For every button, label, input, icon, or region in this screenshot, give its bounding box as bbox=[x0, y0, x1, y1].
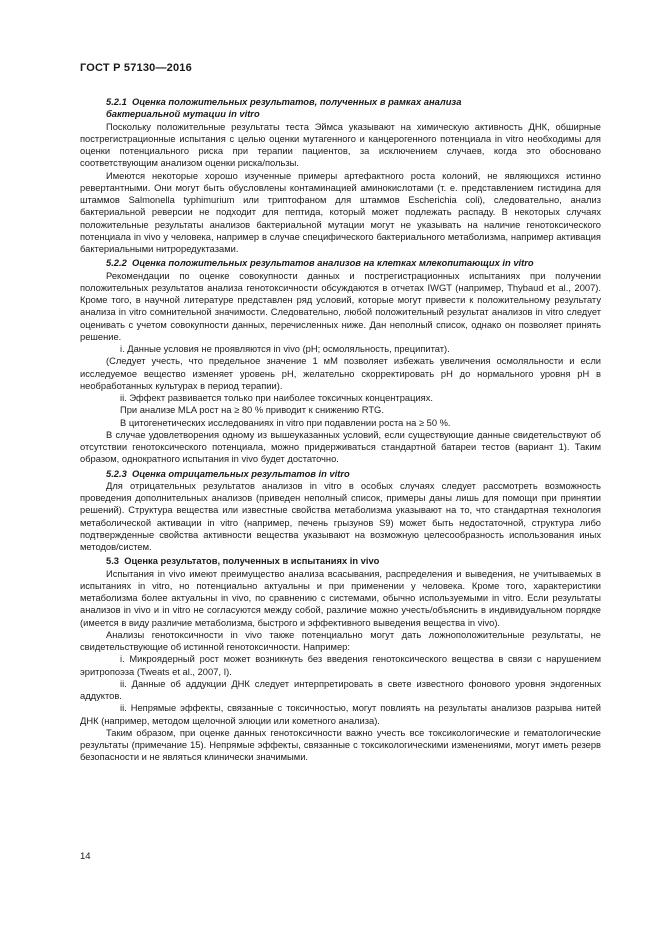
paragraph: (Следует учесть, что предельное значение 1 мМ позволяет избежать увеличения осмоляльности и если исследуемое вещество изменяет уровень pH, желательно скорректировать pH до нормального уровня pH в необработанных культурах в период терапии). bbox=[80, 356, 601, 391]
standard-header: ГОСТ Р 57130—2016 bbox=[80, 62, 192, 74]
list-item: i. Микроядерный рост может возникнуть без введения генотоксического вещества в связи с нарушением эритропоэза (Tweats et al., 2007, I). bbox=[80, 654, 601, 677]
paragraph: Поскольку положительные результаты теста Эймса указывают на химическую активность ДНК, обширные пострегистрационные испытания с целью оценки мутагенного и канцерогенного потенциала in vitro необходимы для оценки потенциального риска при терапии пациентов, за исключением случаев, когда это обосновано соответствующим анализом оценки риска/пользы. bbox=[80, 121, 601, 169]
paragraph: Испытания in vivo имеют преимущество анализа всасывания, распределения и выведения, не учитываемых в испытаниях in vitro, но потенциально актуальны и при применении у человека. Кроме того, характеристики метаболизма более актуальны in vivo, по сравнению с системами, обычно используемыми in vitro. Если результаты анализов in vivo и in vitro не согласуются между собой, различие можно учесть/объяснить в индивидуальном порядке (имеется в виду различие метаболизма, быстрого и эффективного выведения вещества in vivo). bbox=[80, 568, 601, 628]
paragraph: Имеются некоторые хорошо изученные примеры артефактного роста колоний, не являющихся истинно ревертантными. Они могут быть обусловлены контаминацией аминокислотами (т. е. представлением гистидина для штаммов Salmonella typhimurium или триптофаном для штаммов Escherichia coli), следовательно, анализ бактериальной реверсии не подходит для пептида, который может подлежать распаду. В некоторых случаях положительные результаты анализов бактериальной мутации могут не указывать на наличие генотоксического потенциала in vivo у человека, например в случае специфического бактериального метаболизма, например активация бактериальными нитроредуктазами. bbox=[80, 170, 601, 254]
list-item: В цитогенетических исследованиях in vitro при подавлении роста на ≥ 50 %. bbox=[120, 417, 451, 428]
section-number: 5.2.2 bbox=[106, 258, 127, 269]
list-item: При анализе MLA рост на ≥ 80 % приводит к снижению RTG. bbox=[120, 405, 384, 416]
section-title: Оценка результатов, полученных в испытаниях in vivo bbox=[124, 556, 380, 567]
paragraph: Анализы генотоксичности in vivo также потенциально могут дать ложноположительные результаты, не свидетельствующие об истинной генотоксичности. Например: bbox=[80, 629, 601, 652]
section-number: 5.3 bbox=[106, 556, 119, 567]
section-5-2-1-heading bbox=[80, 96, 601, 108]
list-item: ii. Эффект развивается только при наиболее токсичных концентрациях. bbox=[120, 393, 433, 403]
section-title: Оценка положительных результатов, полученных в рамках анализа bbox=[132, 97, 462, 107]
section-5-2-3-heading bbox=[80, 468, 601, 480]
section-number: 5.2.3 bbox=[106, 468, 127, 479]
section-title: Оценка положительных результатов анализов на клетках млекопитающих in vitro bbox=[132, 258, 534, 269]
section-5-3-heading bbox=[80, 555, 601, 567]
list-item: i. Данные условия не проявляются in vivo (pH; осмоляльность, преципитат). bbox=[120, 344, 450, 354]
list-item: ii. Непрямые эффекты, связанные с токсичностью, могут повлиять на результаты анализов разрыва нитей ДНК (например, методом щелочной элюции или кометного анализа). bbox=[80, 703, 601, 726]
page-number: 14 bbox=[80, 851, 91, 862]
section-5-2-1-heading-cont: бактериальной мутации in vitro bbox=[106, 109, 260, 120]
paragraph: Таким образом, при оценке данных генотоксичности важно учесть все токсикологические и гематологические результаты (примечание 15). Непрямые эффекты, связанные с токсикологическими изменениями, могут иметь резерв безопасности и не являться клинически значимыми. bbox=[80, 727, 601, 763]
page-content bbox=[80, 96, 601, 764]
list-item: ii. Данные об аддукции ДНК следует интерпретировать в свете известного фонового уровня эндогенных аддуктов. bbox=[80, 678, 601, 701]
section-5-2-2-heading bbox=[80, 257, 601, 269]
paragraph: Для отрицательных результатов анализов in vitro в особых случаях следует рассмотреть возможность проведения дополнительных анализов (приведен неполный список, примеры даны лишь для помощи при принятии решений). Структура вещества или известные свойства метаболизма указывают на то, что стандартная технология метаболической активации in vitro (например, печень грызунов S9) может быть недостаточной, структура либо подтвержденные свойства активности вещества указывают на возможную целесообразность использования иных методов/систем. bbox=[80, 480, 601, 552]
paragraph: Рекомендации по оценке совокупности данных и пострегистрационных испытаниях при получении положительных результатов анализа генотоксичности обсуждаются в отчетах IWGT (например, Thybaud et al., 2007). Кроме того, в научной литературе представлен ряд условий, которые могут привести к положительному результату анализа in vitro сомнительной значимости. Следовательно, любой положительный результат анализов in vitro следует оценивать с учетом совокупности данных, перечисленных ниже. Дан неполный список, однако он позволяет принять решение. bbox=[80, 270, 601, 342]
section-number: 5.2.1 bbox=[106, 97, 127, 107]
paragraph: В случае удовлетворения одному из вышеуказанных условий, если существующие данные свидетельствуют об отсутствии генотоксического потенциала, можно придерживаться стандартной батареи тестов (вариант 1). Таким образом, однократного испытания in vivo будет достаточно. bbox=[80, 429, 601, 465]
section-title: Оценка отрицательных результатов in vitro bbox=[132, 468, 350, 479]
